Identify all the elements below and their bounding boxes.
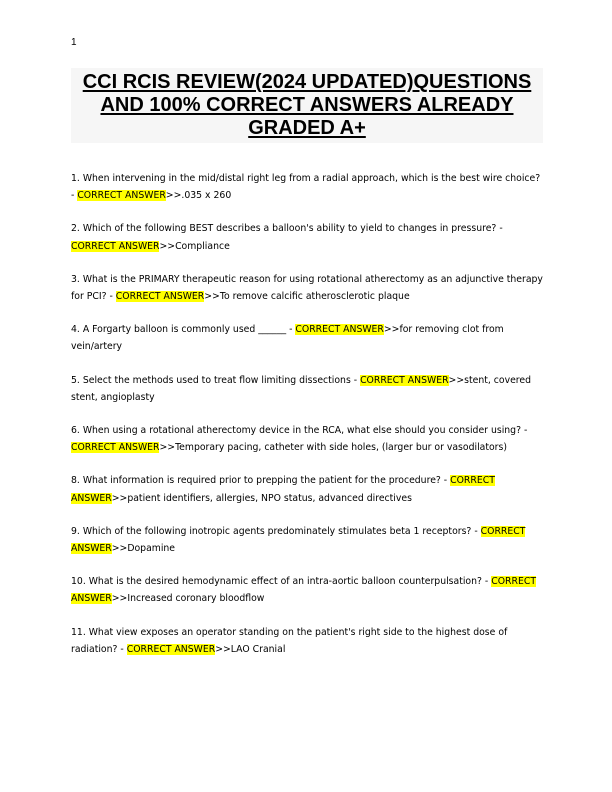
question-text: 5. Select the methods used to treat flow limiting dissections - (71, 374, 361, 386)
answer-text: >>LAO Cranial (215, 643, 286, 655)
correct-answer-label: CORRECT ANSWER (71, 475, 495, 504)
question-item (71, 220, 543, 254)
document-title: CCI RCIS REVIEW(2024 UPDATED)QUESTIONS AND 100% CORRECT ANSWERS ALREADY GRADED A+ (82, 71, 532, 139)
answer-text: >>.035 x 260 (165, 190, 232, 202)
answer-text: >>Temporary pacing, catheter with side holes, (larger bur or vasodilators) (159, 442, 507, 454)
title-block (71, 68, 543, 143)
question-text: 3. What is the PRIMARY therapeutic reason for using rotational atherectomy as an adjunctive therapy for PCI? - (71, 273, 543, 303)
correct-answer-label: CORRECT ANSWER (115, 291, 205, 303)
page-number: 1 (71, 37, 77, 48)
correct-answer-label: CORRECT ANSWER (295, 324, 384, 336)
question-item (71, 624, 543, 658)
answer-text: >>Dopamine (111, 543, 176, 555)
answer-text: >>Compliance (159, 240, 230, 252)
question-text: 11. What view exposes an operator standing on the patient's right side to the highest dose of radiation? - (71, 626, 508, 655)
correct-answer-label: CORRECT ANSWER (126, 643, 216, 655)
question-item (71, 170, 543, 204)
question-item (71, 422, 543, 456)
correct-answer-label: CORRECT ANSWER (71, 240, 160, 252)
question-text: 8. What information is required prior to prepping the patient for the procedure? - (71, 475, 451, 487)
answer-text: >>patient identifiers, allergies, NPO status, advanced directives (111, 492, 412, 504)
correct-answer-label: CORRECT ANSWER (71, 442, 160, 454)
correct-answer-label: CORRECT ANSWER (71, 525, 526, 555)
correct-answer-label: CORRECT ANSWER (360, 374, 449, 386)
question-item (71, 271, 543, 305)
question-text: 10. What is the desired hemodynamic effect of an intra-aortic balloon counterpulsation? - (71, 576, 492, 588)
answer-text: >>stent, covered stent, angioplasty (71, 374, 532, 403)
question-text: 1. When intervening in the mid/distal right leg from a radial approach, which is the best wire choice? - (71, 173, 541, 202)
question-item (71, 472, 543, 506)
question-text: 4. A Forgarty balloon is commonly used ______ - (71, 324, 296, 336)
question-text: 9. Which of the following inotropic agents predominately stimulates beta 1 receptors? - (71, 525, 481, 537)
question-list (71, 170, 543, 674)
question-item (71, 372, 543, 406)
answer-text: >>Increased coronary bloodflow (111, 593, 265, 605)
question-item (71, 523, 543, 557)
question-text: 2. Which of the following BEST describes a balloon's ability to yield to changes in pressure? - (71, 223, 503, 235)
question-item (71, 573, 543, 607)
correct-answer-label: CORRECT ANSWER (77, 190, 166, 202)
question-item (71, 321, 543, 355)
answer-text: >>To remove calcific atherosclerotic plaque (204, 291, 410, 303)
answer-text: >>for removing clot from vein/artery (71, 324, 504, 353)
correct-answer-label: CORRECT ANSWER (71, 576, 536, 605)
question-text: 6. When using a rotational atherectomy device in the RCA, what else should you consider using? - (71, 425, 528, 437)
